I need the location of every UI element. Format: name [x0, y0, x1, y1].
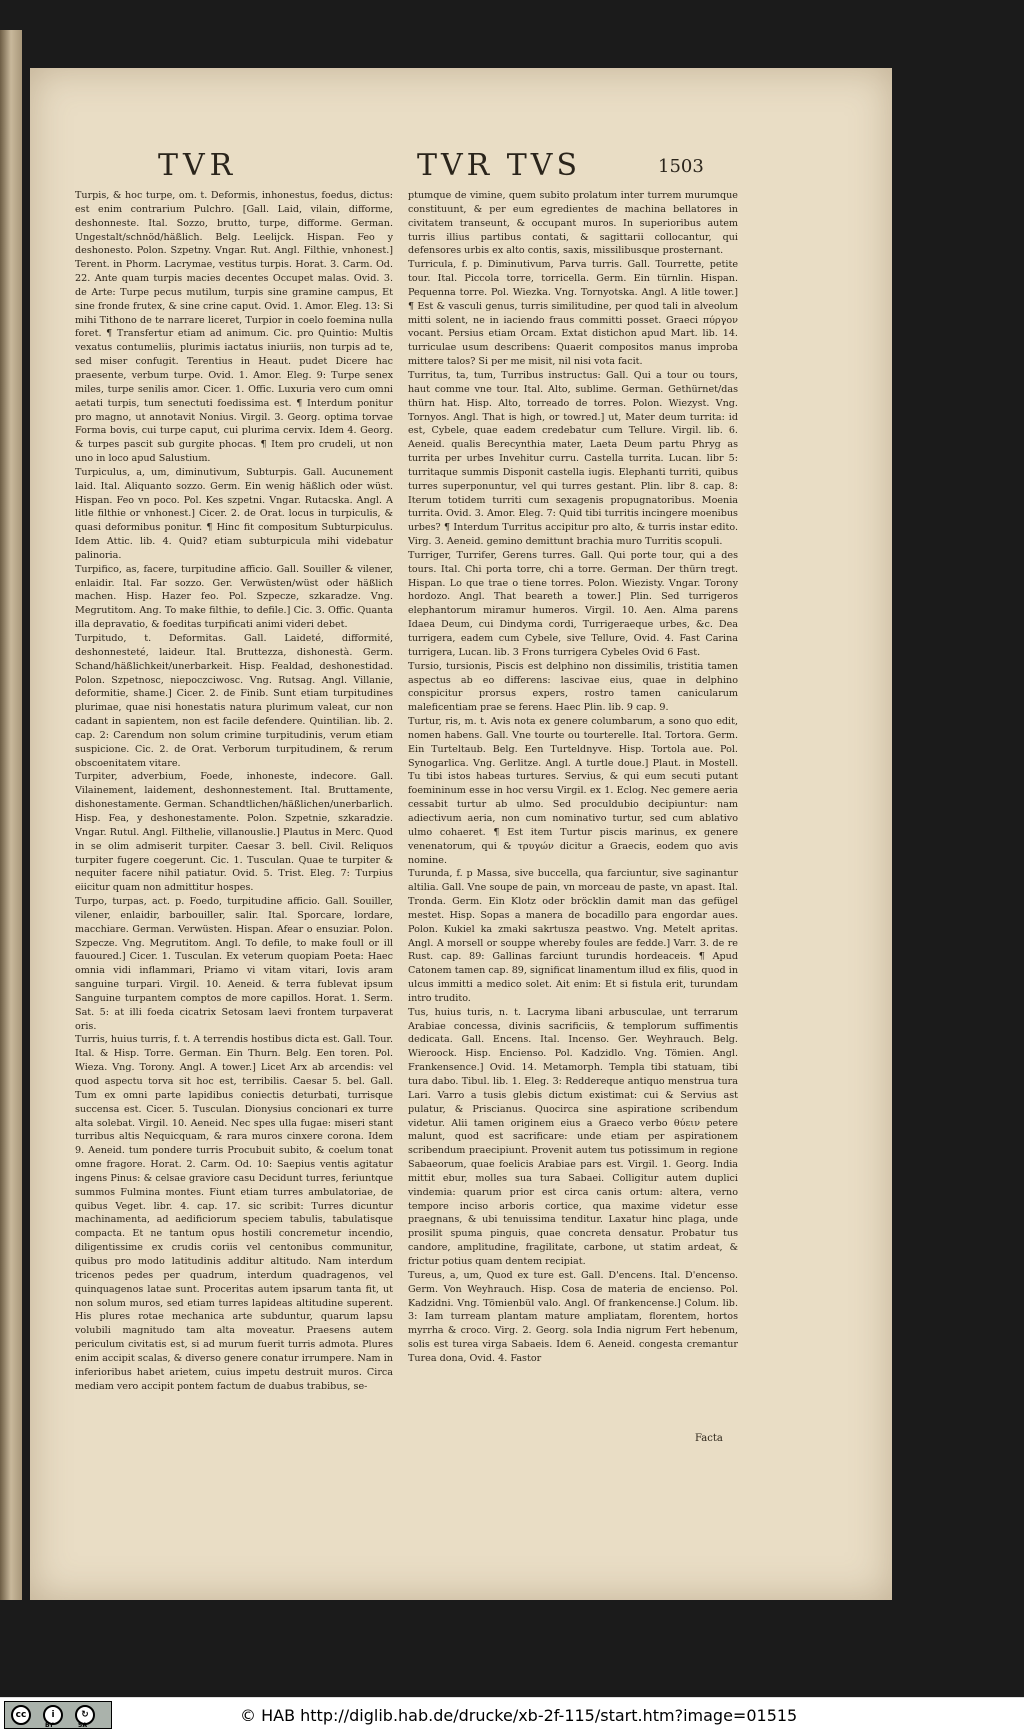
entry-tureus: Tureus, a, um, Quod ex ture est. Gall. D'encens. Ital. D'encenso. Germ. Von Weyhrauch. Hisp. Cosa de materia de encienso. Pol. Kadzidni. Vng. Tömienbül valo. Angl. Of frankencense.] Colum. lib. 3: Iam turream plantam mature ampliatam, florentem, hortos myrrha & croco. Virg. 2. Georg. sola India nigrum Fert hebenum, solis est turea virga Sabaeis. Idem 6. Aeneid. congesta cremantur Turea dona, Ovid. 4. Fastor	[408, 1269, 738, 1364]
sa-label: SA	[78, 1722, 87, 1729]
running-head	[30, 148, 892, 188]
right-column	[408, 189, 738, 1419]
entry-turriger: Turriger, Turrifer, Gerens turres. Gall. Qui porte tour, qui a des tours. Ital. Chi porta torre, chi a torre. German. Der thürn tregt. Hispan. Lo que trae o tiene torres. Polon. Wiezisty. Vngar. Torony hordozo. Angl. That beareth a tower.] Plin. Sed turrigeros elephantorum miramur humeros. Virgil. 10. Aen. Alma parens Idaea Deum, cui Dindyma cordi, Turrigeraeque urbes, &c. Dea turrigera, eadem cum Cybele, sive Tellure, Ovid. 4. Fast Carina turrigera, Lucan. lib. 3 Frons turrigera Cybeles Ovid 6 Fast.	[408, 549, 738, 658]
entry-turpis: Turpis, & hoc turpe, om. t. Deformis, inhonestus, foedus, dictus: est enim contrarium Pulchro. [Gall. Laid, vilain, difforme, deshonneste. Ital. Sozzo, brutto, turpe, difforme. German. Ungestalt/schnöd/häßlich. Belg. Leelijck. Hispan. Feo y deshonesto. Polon. Szpetny. Vngar. Rut. Angl. Filthie, vnhonest.] Terent. in Phorm. Lacrymae, vestitus turpis. Horat. 3. Carm. Od. 22. Ante quam turpis macies decentes Occupet malas. Ovid. 3. de Arte: Turpe pecus mutilum, turpis sine gramine campus, Et sine fronde frutex, & sine crine caput. Ovid. 1. Amor. Eleg. 13: Si mihi Tithono de te narrare liceret, Turpior in coelo foemina nulla foret. ¶ Transfertur etiam ad animum. Cic. pro Quintio: Multis vexatus contumeliis, plurimis iactatus iniuriis, non turpis ad te, sed miser confugit. Terentius in Heaut. pudet Dicere hac praesente, verbum turpe. Ovid. 1. Amor. Eleg. 9: Turpe senex miles, turpe senilis amor. Cicer. 1. Offic. Luxuria vero cum omni aetati turpis, tum senectuti foedissima est. ¶ Interdum ponitur pro magno, ut annotavit Nonius. Virgil. 3. Georg. optima torvae Forma bovis, cui turpe caput, cui plurima cervix. Idem 4. Georg. & turpes pascit sub gurgite phocas. ¶ Item pro crudeli, ut non uno in loco apud Salustium.	[75, 190, 393, 465]
footer-bar	[0, 1697, 1024, 1733]
entry-turunda: Turunda, f. p Massa, sive buccella, qua farciuntur, sive saginantur altilia. Gall. Vne soupe de pain, vn morceau de paste, vn apast. Ital. Tronda. Germ. Ein Klotz oder bröcklin damit man das gefügel mestet. Hisp. Sopas a manera de bocadillo para engordar aues. Polon. Kukiel ka zmaki sakrtusza peastwo. Vng. Metelt apritas. Angl. A morsell or souppe whereby foules are fedde.] Varr. 3. de re Rust. cap. 89: Gallinas farciunt turundis hordeaceis. ¶ Apud Catonem tamen cap. 89, significat linamentum illud ex filis, quod in ulcus immitti a medico solet. Ait enim: Et si fistula erit, turundam intro trudito.	[408, 868, 738, 1004]
adjacent-page-edge	[0, 30, 22, 1600]
running-head-middle: TVR TVS	[417, 148, 582, 183]
by-label: BY	[45, 1722, 54, 1729]
entry-turris: Turris, huius turris, f. t. A terrendis hostibus dicta est. Gall. Tour. Ital. & Hisp. Torre. German. Ein Thurn. Belg. Een toren. Pol. Wieza. Vng. Torony. Angl. A tower.] Licet Arx ab arcendis: vel quod aspectu torva sit hoc est, terribilis. Caesar 5. bel. Gall. Tum ex omni parte lapidibus coniectis deturbati, turrisque succensa est. Cicer. 5. Tusculan. Dionysius concionari ex turre alta solebat. Virgil. 10. Aeneid. Nec spes ulla fugae: miseri stant turribus altis Nequicquam, & rara muros cinxere corona. Idem 9. Aeneid. tum pondere turris Procubuit subito, & coelum tonat omne fragore. Horat. 2. Carm. Od. 10: Saepius ventis agitatur ingens Pinus: & celsae graviore casu Decidunt turres, feriuntque summos Fulmina montes. Fiunt etiam turres ambulatoriae, de quibus Veget. libr. 4. cap. 17. sic scribit: Turres dicuntur machinamenta, ad aedificiorum speciem tabulis, tabulatisque compacta. Et ne tantum opus hostili concremetur incendio, diligentissime ex crudis coriis vel centonibus communitur, quibus pro modo latitudinis additur altitudo. Nam interdum tricenos pedes per quadrum, interdum quadragenos, vel quinquagenos latae sunt. Proceritas autem ipsarum tanta fit, ut non solum muros, sed etiam turres lapideas altitudine superent. His plures rotae mechanica arte subduntur, quarum lapsu volubili magnitudo tam alta moveatur. Praesens autem periculum civitatis est, si ad murum fuerit turris admota. Plures enim accipit scalas, & diverso genere conatur irrumpere. Nam in inferioribus habet arietem, cuius impetu destruit muros. Circa mediam vero accipit pontem factum de duabus trabibus, se-	[75, 1034, 393, 1392]
entry-tursio: Tursio, tursionis, Piscis est delphino non dissimilis, tristitia tamen aspectus ab eo differens: lascivae eius, quae in delphino conspicitur prorsus expers, rostro tamen canicularum maleficentiam prae se ferens. Haec Plin. lib. 9 cap. 9.	[408, 660, 738, 714]
cc-license-badge[interactable]	[4, 1701, 112, 1729]
book-page	[30, 68, 892, 1600]
entry-turpo: Turpo, turpas, act. p. Foedo, turpitudine afficio. Gall. Souiller, vilener, enlaidir, barbouiller, salir. Ital. Sporcare, lordare, macchiare. German. Verwüsten. Hispan. Afear o ensuziar. Polon. Szpecze. Vng. Megrutitom. Angl. To defile, to make foull or ill fauoured.] Cicer. 1. Tusculan. Ex veterum quopiam Poeta: Haec omnia vidi inflammari, Priamo vi vitam vitari, Iovis aram sanguine turpari. Virgil. 10. Aeneid. & terra fublevat ipsum Sanguine turpantem comptos de more capillos. Horat. 1. Serm. Sat. 5: at illi foeda cicatrix Setosam laevi frontem turpaverat oris.	[75, 896, 393, 1032]
entry-turpiter: Turpiter, adverbium, Foede, inhoneste, indecore. Gall. Vilainement, laidement, deshonnestement. Ital. Bruttamente, dishonestamente. German. Schandtlichen/häßlichen/unerbarlich. Hisp. Fea, y deshonestamente. Polon. Szpetnie, szkaradzie. Vngar. Rutul. Angl. Filthelie, villanouslie.] Plautus in Merc. Quod in se olim admiserit turpiter. Caesar 3. bell. Civil. Reliquos turpiter fugere coegerunt. Cic. 1. Tusculan. Quae te turpiter & nequiter facere nihil patiatur. Ovid. 5. Trist. Eleg. 7: Turpius eiicitur quam non admittitur hospes.	[75, 771, 393, 894]
entry-turricula: Turricula, f. p. Diminutivum, Parva turris. Gall. Tourrette, petite tour. Ital. Piccola torre, torricella. Germ. Ein türnlin. Hispan. Pequenna torre. Pol. Wiezka. Vng. Tornyotska. Angl. A litle tower.] ¶ Est & vasculi genus, turris similitudine, per quod tali in alveolum mitti solent, ne in iaciendo fraus committi posset. Graeci πύργον vocant. Persius etiam Orcam. Extat distichon apud Mart. lib. 14. turriculae usum describens: Quaerit compositos manus improba mittere talos? Si per me misit, nil nisi vota facit.	[408, 259, 738, 368]
source-url[interactable]: © HAB http://diglib.hab.de/drucke/xb-2f-115/start.htm?image=01515	[240, 1706, 798, 1725]
entry-turpifico: Turpifico, as, facere, turpitudine afficio. Gall. Souiller & vilener, enlaidir. Ital. Far sozzo. Ger. Verwüsten/wüst oder häßlich machen. Hisp. Hazer feo. Pol. Szpecze, szkaradze. Vng. Megrutitom. Ang. To make filthie, to defile.] Cic. 3. Offic. Quanta illa depravatio, & foeditas turpificati animi videri debet.	[75, 563, 393, 631]
entry-turpitudo: Turpitudo, t. Deformitas. Gall. Laideté, difformité, deshonnesteté, laideur. Ital. Bruttezza, dishonestà. Germ. Schand/häßlichkeit/unerbarkeit. Hisp. Fealdad, deshonestidad. Polon. Szpetnosc, niepoczciwosc. Vng. Rutsag. Angl. Villanie, deformitie, shame.] Cicer. 2. de Finib. Sunt etiam turpitudines plurimae, quae nisi honestatis natura plurimum valeat, cur non cadant in sapientem, non est facile defendere. Quintilian. lib. 2. cap. 2: Carendum non solum crimine turpitudinis, verum etiam suspicione. Cic. 2. de Orat. Verborum turpitudinem, & rerum obscoenitatem vitare.	[75, 633, 393, 769]
page-number: 1503	[658, 156, 704, 177]
entry-turtur: Turtur, ris, m. t. Avis nota ex genere columbarum, a sono quo edit, nomen habens. Gall. Vne tourte ou tourterelle. Ital. Tortora. Germ. Ein Turteltaub. Belg. Een Turteldnyve. Hisp. Tortola aue. Pol. Synogarlica. Vng. Gerlitze. Angl. A turtle doue.] Plaut. in Mostell. Tu tibi istos habeas turtures. Servius, & qui eum secuti putant foemininum esse in hoc versu Virgil. ex 1. Eclog. Nec gemere aeria cessabit turtur ab ulmo. Sed proculdubio decipiuntur: nam adiectivum aeria, non cum nominativo turtur, sed cum ablativo ulmo cohaeret. ¶ Est item Turtur piscis marinus, ex genere venenatorum, qui & τρυγών dicitur a Graecis, eodem quo avis nomine.	[408, 716, 738, 866]
catchword: Facta	[695, 1433, 723, 1444]
entry-turritus: Turritus, ta, tum, Turribus instructus: Gall. Qui a tour ou tours, haut comme vne tour. Ital. Alto, sublime. German. Gethürnet/das thürn hat. Hisp. Alto, torreado de torres. Polon. Wiezyst. Vng. Tornyos. Angl. That is high, or towred.] ut, Mater deum turrita: id est, Cybele, quae eadem credebatur cum Tellure. Virgil. lib. 6. Aeneid. qualis Berecynthia mater, Laeta Deum partu Phryg as turrita per urbes Invehitur curru. Castella turrita. Lucan. libr 5: turritaque summis Disponit castella iugis. Elephanti turriti, quibus turres superponuntur, vel qui turres gestant. Plin. libr 8. cap. 8: Iterum totidem turriti cum sexagenis propugnatoribus. Moenia turrita. Ovid. 3. Amor. Eleg. 7: Quid tibi turritis incingere moenibus urbes? ¶ Interdum Turritus accipitur pro alto, & turris instar edito. Virg. 3. Aeneid. gemino demittunt brachia muro Turritis scopuli.	[408, 369, 738, 548]
attribution-icon: i	[43, 1705, 63, 1725]
share-alike-icon: ↻	[75, 1705, 95, 1725]
entry-tus: Tus, huius turis, n. t. Lacryma libani arbusculae, unt terrarum Arabiae concessa, divinis sacrificiis, & templorum suffimentis dedicata. Gall. Encens. Ital. Incenso. Ger. Weyhrauch. Belg. Wieroock. Hisp. Encienso. Pol. Kadzidlo. Vng. Tömien. Angl. Frankensence.] Ovid. 14. Metamorph. Templa tibi statuam, tibi tura dabo. Tibul. lib. 1. Eleg. 3: Reddereque antiquo menstrua tura Lari. Varro a tusis glebis dictum existimat: cui & Servius ast pulatur, & Priscianus. Quocirca sine aspiratione scribendum videtur. Alii tamen originem eius a Graeco verbo θύειν petere malunt, quod est sacrificare: unde etiam per aspirationem scribendum praecipiunt. Provenit autem tus potissimum in regione Sabaeorum, quae foelicis Arabiae pars est. Virgil. 1. Georg. India mittit ebur, molles sua tura Sabaei. Colligitur autem duplici vindemia: quarum prior est circa canis ortum: altera, verno tempore inciso arboris cortice, qua maxime videtur esse praegnans, & ubi tenuissima tenditur. Laxatur hinc plaga, unde prosilit spuma pinguis, quae concreta densatur. Probatur tus candore, amplitudine, fragilitate, carbone, ut statim ardeat, & frictur potius quam dentem recipiat.	[408, 1006, 738, 1267]
cc-icon: cc	[11, 1705, 31, 1725]
entry-turris-cont: ptumque de vimine, quem subito prolatum inter turrem murumque constituunt, & per eum egredientes de machina bellatores in civitatem transeunt, & occupant muros. In superioribus autem turris illius partibus contati, & sagittarii collocantur, qui defensores urbis ex alto contis, saxis, missilibusque prosternant.	[408, 190, 738, 257]
running-head-left: TVR	[158, 148, 238, 183]
left-column	[75, 189, 393, 1481]
entry-turpiculus: Turpiculus, a, um, diminutivum, Subturpis. Gall. Aucunement laid. Ital. Aliquanto sozzo. Germ. Ein wenig häßlich oder wüst. Hispan. Feo vn poco. Pol. Kes szpetni. Vngar. Rutacska. Angl. A litle filthie or vnhonest.] Cicer. 2. de Orat. locus in turpiculis, & quasi deformibus ponitur. ¶ Hinc fit compositum Subturpiculus. Idem Attic. lib. 4. Quid? etiam subturpicula mihi videbatur palinoria.	[75, 466, 393, 561]
